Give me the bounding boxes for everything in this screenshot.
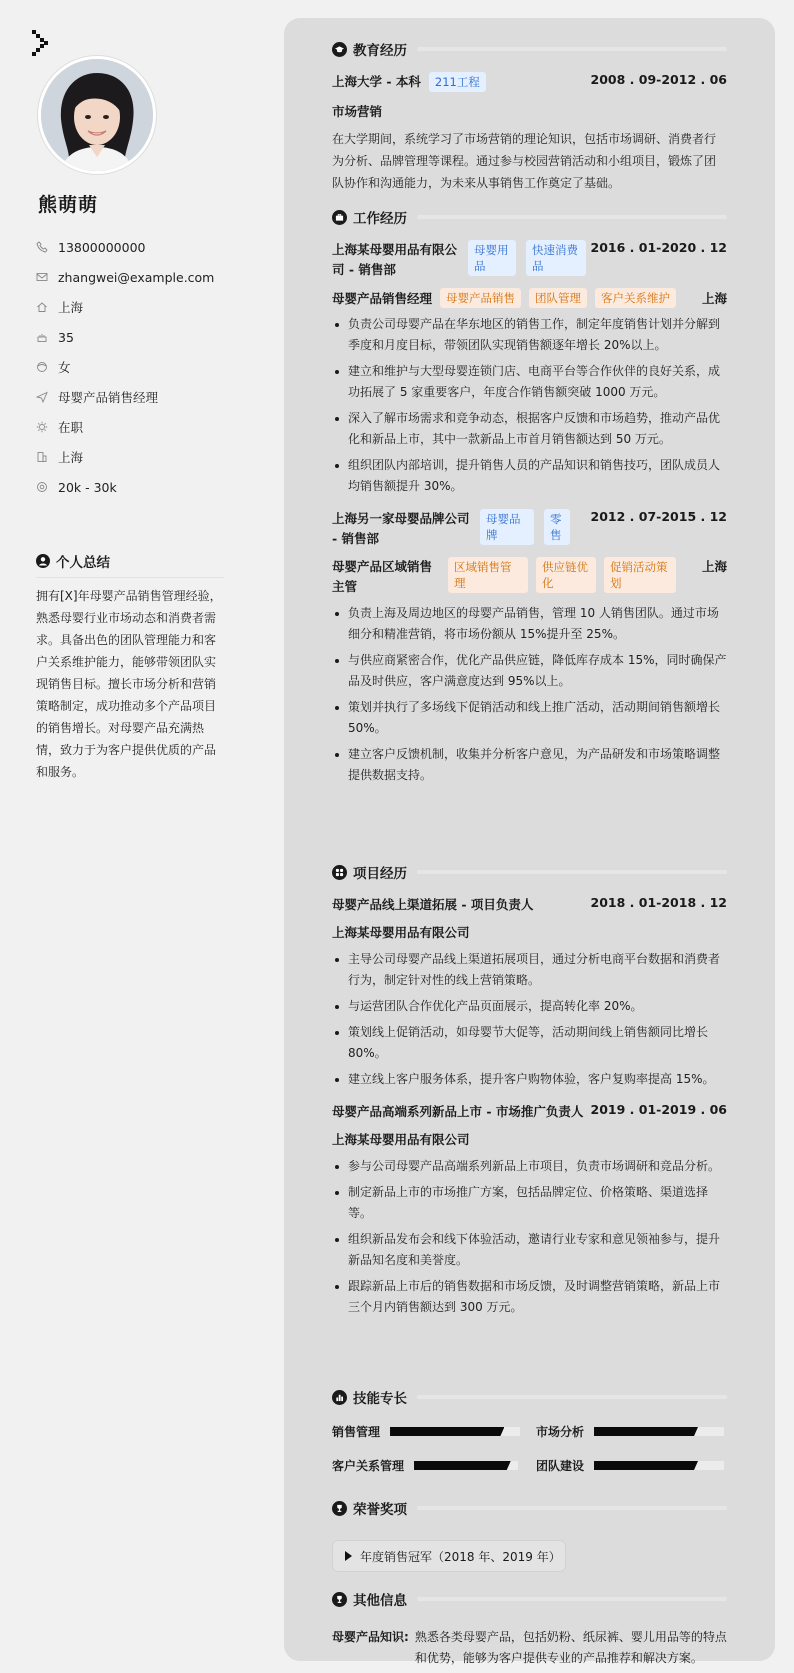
list-item: 策划线上促销活动，如母婴节大促等，活动期间线上销售额同比增长 80%。 bbox=[332, 1022, 727, 1064]
education-description: 在大学期间，系统学习了市场营销的理论知识，包括市场调研、消费者行为分析、品牌管理等课程。通过参与校园营销活动和小组项目，锻炼了团队协作和沟通能力，为未来从事销售工作奠定了基础。 bbox=[332, 132, 717, 190]
skill-bar bbox=[414, 1461, 518, 1470]
skill-tag: 区域销售管理 bbox=[448, 557, 528, 593]
other-section bbox=[332, 1588, 727, 1610]
info-city bbox=[36, 442, 214, 472]
home-icon bbox=[36, 301, 48, 313]
list-item: 深入了解市场需求和竞争动态，根据客户反馈和市场趋势，推动产品优化和新品上市，其中一款新品上市首月销售额达到 50 万元。 bbox=[332, 408, 727, 450]
section-title: 荣誉奖项 bbox=[353, 1502, 407, 1518]
job-row bbox=[332, 240, 727, 280]
skill-fill bbox=[594, 1461, 698, 1470]
job-bullets bbox=[332, 314, 727, 497]
education-row bbox=[332, 72, 727, 92]
job-tag: 快速消费品 bbox=[526, 240, 586, 276]
status-icon bbox=[36, 421, 48, 433]
section-divider bbox=[417, 215, 727, 219]
info-salary bbox=[36, 472, 214, 502]
project-row bbox=[332, 895, 727, 913]
position-row bbox=[332, 557, 727, 597]
user-icon bbox=[36, 554, 50, 568]
avatar bbox=[38, 56, 156, 174]
major: 市场营销 bbox=[332, 104, 383, 119]
salary-icon bbox=[36, 481, 48, 493]
list-item: 参与公司母婴产品高端系列新品上市项目，负责市场调研和竞品分析。 bbox=[332, 1156, 727, 1177]
projects-heading bbox=[332, 861, 727, 883]
job-tag: 母婴用品 bbox=[468, 240, 516, 276]
skill-fill bbox=[594, 1427, 698, 1436]
list-item: 与供应商紧密合作，优化产品供应链，降低库存成本 15%，同时确保产品及时供应，客户满意度达到 95%以上。 bbox=[332, 650, 727, 692]
position-title: 母婴产品销售经理 bbox=[332, 291, 433, 306]
project-date: 2019 . 01-2019 . 06 bbox=[590, 1102, 727, 1117]
award-item[interactable] bbox=[332, 1540, 566, 1572]
position-title: 母婴产品区域销售主管 bbox=[332, 559, 433, 594]
list-item: 负责公司母婴产品在华东地区的销售工作，制定年度销售计划并分解到季度和月度目标，带领团队实现销售额逐年增长 20%以上。 bbox=[332, 314, 727, 356]
summary-text: 拥有[X]年母婴产品销售管理经验，熟悉母婴行业市场动态和消费者需求。具备出色的团队管理能力和客户关系维护能力，能够带领团队实现销售目标。擅长市场分析和营销策略制定，成功推动多个产品项目的销售增长。对母婴产品充满热情，致力于为客户提供优质的产品和服务。 bbox=[36, 589, 222, 779]
skill-name: 销售管理 bbox=[332, 1425, 381, 1439]
list-item: 组织团队内部培训，提升销售人员的产品知识和销售技巧，团队成员人均销售额提升 30%。 bbox=[332, 455, 727, 497]
info-text: 在职 bbox=[58, 420, 84, 435]
gender-icon bbox=[36, 361, 48, 373]
trophy-icon bbox=[332, 1501, 347, 1516]
list-item: 跟踪新品上市后的销售数据和市场反馈，及时调整营销策略，新品上市三个月内销售额达到 300 万元。 bbox=[332, 1276, 727, 1318]
list-item: 主导公司母婴产品线上渠道拓展项目，通过分析电商平台数据和消费者行为，制定针对性的线上营销策略。 bbox=[332, 949, 727, 991]
info-icon bbox=[332, 1592, 347, 1607]
send-icon bbox=[36, 391, 48, 403]
skill-item bbox=[332, 1423, 520, 1440]
mail-icon bbox=[36, 271, 48, 283]
other-info-row bbox=[332, 1627, 727, 1669]
skill-bar bbox=[594, 1461, 724, 1470]
skill-fill bbox=[414, 1461, 511, 1470]
section-divider bbox=[417, 47, 727, 51]
skill-tag: 供应链优化 bbox=[536, 557, 596, 593]
building-icon bbox=[36, 451, 48, 463]
list-item: 建立线上客户服务体系，提升客户购物体验，客户复购率提高 15%。 bbox=[332, 1069, 727, 1090]
project-company: 上海某母婴用品有限公司 bbox=[332, 925, 470, 940]
grid-icon bbox=[332, 865, 347, 880]
summary-title: 个人总结 bbox=[56, 555, 110, 571]
work-section bbox=[332, 206, 727, 791]
info-text: 上海 bbox=[58, 450, 84, 465]
skill-item bbox=[332, 1457, 518, 1474]
projects-section bbox=[332, 861, 727, 1323]
education-heading bbox=[332, 38, 727, 60]
person-name: 熊萌萌 bbox=[38, 194, 99, 216]
project-row bbox=[332, 1102, 727, 1120]
education-date: 2008 . 09-2012 . 06 bbox=[590, 72, 727, 87]
education-tag: 211工程 bbox=[429, 72, 486, 92]
section-title: 工作经历 bbox=[353, 211, 407, 227]
contact-info-list bbox=[36, 232, 214, 502]
project-bullets bbox=[332, 1156, 727, 1318]
skill-tag: 促销活动策划 bbox=[604, 557, 676, 593]
school-name: 上海大学 - 本科 bbox=[332, 74, 421, 89]
skill-fill bbox=[390, 1427, 504, 1436]
list-item: 与运营团队合作优化产品页面展示，提高转化率 20%。 bbox=[332, 996, 727, 1017]
info-home bbox=[36, 292, 214, 322]
skill-bar bbox=[390, 1427, 520, 1436]
job-date: 2016 . 01-2020 . 12 bbox=[590, 240, 727, 255]
summary-heading bbox=[36, 551, 224, 578]
job-city: 上海 bbox=[701, 291, 727, 306]
play-icon bbox=[345, 1551, 352, 1561]
info-text: 20k - 30k bbox=[58, 479, 117, 495]
info-text: 35 bbox=[58, 329, 74, 345]
list-item: 建立客户反馈机制，收集并分析客户意见，为产品研发和市场策略调整提供数据支持。 bbox=[332, 744, 727, 786]
section-title: 其他信息 bbox=[353, 1593, 407, 1609]
info-age bbox=[36, 322, 214, 352]
other-label: 母婴产品知识: bbox=[332, 1630, 409, 1644]
phone-icon bbox=[36, 241, 48, 253]
skill-item bbox=[536, 1423, 724, 1440]
skill-item bbox=[536, 1457, 724, 1474]
info-text: 母婴产品销售经理 bbox=[58, 390, 159, 405]
list-item: 策划并执行了多场线下促销活动和线上推广活动，活动期间销售额增长 50%。 bbox=[332, 697, 727, 739]
info-text: 上海 bbox=[58, 300, 84, 315]
award-text: 年度销售冠军（2018 年、2019 年） bbox=[360, 1549, 561, 1564]
logo-icon bbox=[32, 30, 52, 56]
awards-section bbox=[332, 1497, 727, 1519]
job-date: 2012 . 07-2015 . 12 bbox=[590, 509, 727, 524]
section-divider bbox=[417, 1395, 727, 1399]
job-bullets bbox=[332, 603, 727, 786]
section-divider bbox=[417, 870, 727, 874]
project-company: 上海某母婴用品有限公司 bbox=[332, 1132, 470, 1147]
work-heading bbox=[332, 206, 727, 228]
age-icon bbox=[36, 331, 48, 343]
list-item: 建立和维护与大型母婴连锁门店、电商平台等合作伙伴的良好关系，成功拓展了 5 家重要客户，年度合作销售额突破 1000 万元。 bbox=[332, 361, 727, 403]
info-phone bbox=[36, 232, 214, 262]
skill-name: 团队建设 bbox=[536, 1459, 585, 1473]
list-item: 组织新品发布会和线下体验活动，邀请行业专家和意见领袖参与，提升新品知名度和美誉度。 bbox=[332, 1229, 727, 1271]
job-tag: 母婴品牌 bbox=[480, 509, 534, 545]
skill-name: 客户关系管理 bbox=[332, 1459, 405, 1473]
section-divider bbox=[417, 1506, 727, 1510]
list-item: 负责上海及周边地区的母婴产品销售，管理 10 人销售团队。通过市场细分和精准营销，将市场份额从 15%提升至 25%。 bbox=[332, 603, 727, 645]
project-name: 母婴产品高端系列新品上市 - 市场推广负责人 bbox=[332, 1104, 584, 1119]
job-tag: 零售 bbox=[544, 509, 570, 545]
project-name: 母婴产品线上渠道拓展 - 项目负责人 bbox=[332, 897, 534, 912]
info-text: zhangwei@example.com bbox=[58, 269, 215, 285]
other-text: 熟悉各类母婴产品，包括奶粉、纸尿裤、婴儿用品等的特点和优势，能够为客户提供专业的产品推荐和解决方案。 bbox=[414, 1630, 727, 1665]
job-city: 上海 bbox=[701, 559, 727, 574]
info-gender bbox=[36, 352, 214, 382]
position-row bbox=[332, 288, 727, 308]
section-title: 项目经历 bbox=[353, 866, 407, 882]
awards-heading bbox=[332, 1497, 727, 1519]
skill-tag: 团队管理 bbox=[529, 288, 587, 308]
info-text: 女 bbox=[58, 360, 71, 375]
info-position bbox=[36, 382, 214, 412]
list-item: 制定新品上市的市场推广方案，包括品牌定位、价格策略、渠道选择等。 bbox=[332, 1182, 727, 1224]
section-divider bbox=[417, 1597, 727, 1601]
graduation-cap-icon bbox=[332, 42, 347, 57]
section-title: 技能专长 bbox=[353, 1391, 407, 1407]
info-email bbox=[36, 262, 214, 292]
bar-chart-icon bbox=[332, 1390, 347, 1405]
project-date: 2018 . 01-2018 . 12 bbox=[590, 895, 727, 910]
job-row bbox=[332, 509, 727, 549]
company-name: 上海某母婴用品有限公司 - 销售部 bbox=[332, 242, 458, 277]
project-bullets bbox=[332, 949, 727, 1090]
company-name: 上海另一家母婴品牌公司 - 销售部 bbox=[332, 511, 470, 546]
info-text: 13800000000 bbox=[58, 239, 146, 255]
info-status bbox=[36, 412, 214, 442]
main-panel bbox=[284, 18, 775, 1665]
skill-bar bbox=[594, 1427, 724, 1436]
briefcase-icon bbox=[332, 210, 347, 225]
skill-name: 市场分析 bbox=[536, 1425, 585, 1439]
education-section bbox=[332, 38, 727, 194]
skill-tag: 客户关系维护 bbox=[595, 288, 676, 308]
section-title: 教育经历 bbox=[353, 43, 407, 59]
other-heading bbox=[332, 1588, 727, 1610]
skills-heading bbox=[332, 1386, 727, 1408]
skill-tag: 母婴产品销售 bbox=[440, 288, 521, 308]
skills-section bbox=[332, 1386, 727, 1408]
